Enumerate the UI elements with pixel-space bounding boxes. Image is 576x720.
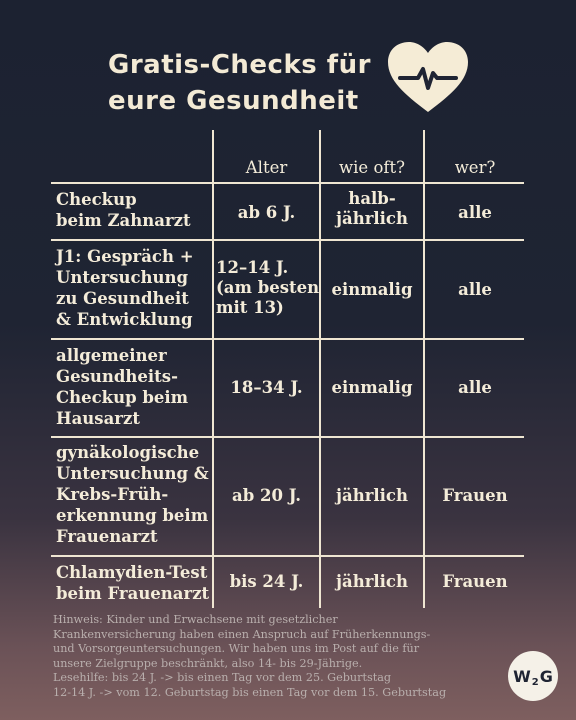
- column-header-wer: wer?: [454, 158, 496, 177]
- table-column-divider-1: [212, 130, 214, 608]
- table-row-4-who: Frauen: [442, 486, 508, 505]
- table-divider-header: [51, 182, 524, 184]
- table-row-1-frequency: halb- jährlich: [336, 189, 408, 228]
- table-row-4-label: gynäkologische Untersuchung & Krebs-Früh- erkennung beim Frauenarzt: [56, 443, 209, 546]
- table-row-2-age: 12–14 J. (am besten mit 13): [216, 258, 320, 317]
- table-row-3-label: allgemeiner Gesundheits- Checkup beim Hausarzt: [56, 346, 189, 428]
- table-row-5-age: bis 24 J.: [229, 572, 304, 591]
- footnote: Hinweis: Kinder und Erwachsene mit gesetzlicher Krankenversicherung haben einen Anspruch auf Früherkennungs- und Vorsorgeuntersuchungen. Wir haben uns im Post auf die für unsere Zielgruppe beschränkt, also 14- bis 29-Jährige. Lesehilfe: bis 24 J. -> bis einen Tag vor dem 25. Geburtstag 12-14 J. -> vom 12. Geburtstag bis einen Tag vor dem 15. Geburtstag: [53, 613, 447, 699]
- table-row-3-who: alle: [458, 378, 492, 397]
- heart-with-pulse-icon: [386, 40, 470, 114]
- table-row-4-age: ab 20 J.: [232, 486, 301, 505]
- column-header-wie-oft: wie oft?: [339, 158, 405, 177]
- table-divider-row-3: [51, 436, 524, 438]
- table-row-2-label: J1: Gespräch + Untersuchung zu Gesundheit & Entwicklung: [56, 247, 194, 329]
- table-row-2-frequency: einmalig: [331, 280, 413, 299]
- table-row-2-who: alle: [458, 280, 492, 299]
- table-row-1-label: Checkup beim Zahnarzt: [56, 190, 191, 230]
- w2g-logo: W 2 G: [508, 651, 558, 701]
- page-title-line-2: eure Gesundheit: [108, 86, 359, 116]
- table-column-divider-3: [423, 130, 425, 608]
- table-row-3-frequency: einmalig: [331, 378, 413, 397]
- table-row-5-frequency: jährlich: [336, 572, 408, 591]
- table-divider-row-2: [51, 338, 524, 340]
- table-row-5-label: Chlamydien-Test beim Frauenarzt: [56, 563, 210, 603]
- table-divider-row-1: [51, 239, 524, 241]
- table-row-1-who: alle: [458, 203, 492, 222]
- table-row-1-age: ab 6 J.: [237, 203, 296, 222]
- table-row-4-frequency: jährlich: [336, 486, 408, 505]
- column-header-alter: Alter: [245, 158, 288, 177]
- page-title-line-1: Gratis-Checks für: [108, 50, 371, 80]
- table-divider-row-4: [51, 555, 524, 557]
- table-row-5-who: Frauen: [442, 572, 508, 591]
- table-row-3-age: 18–34 J.: [230, 378, 303, 397]
